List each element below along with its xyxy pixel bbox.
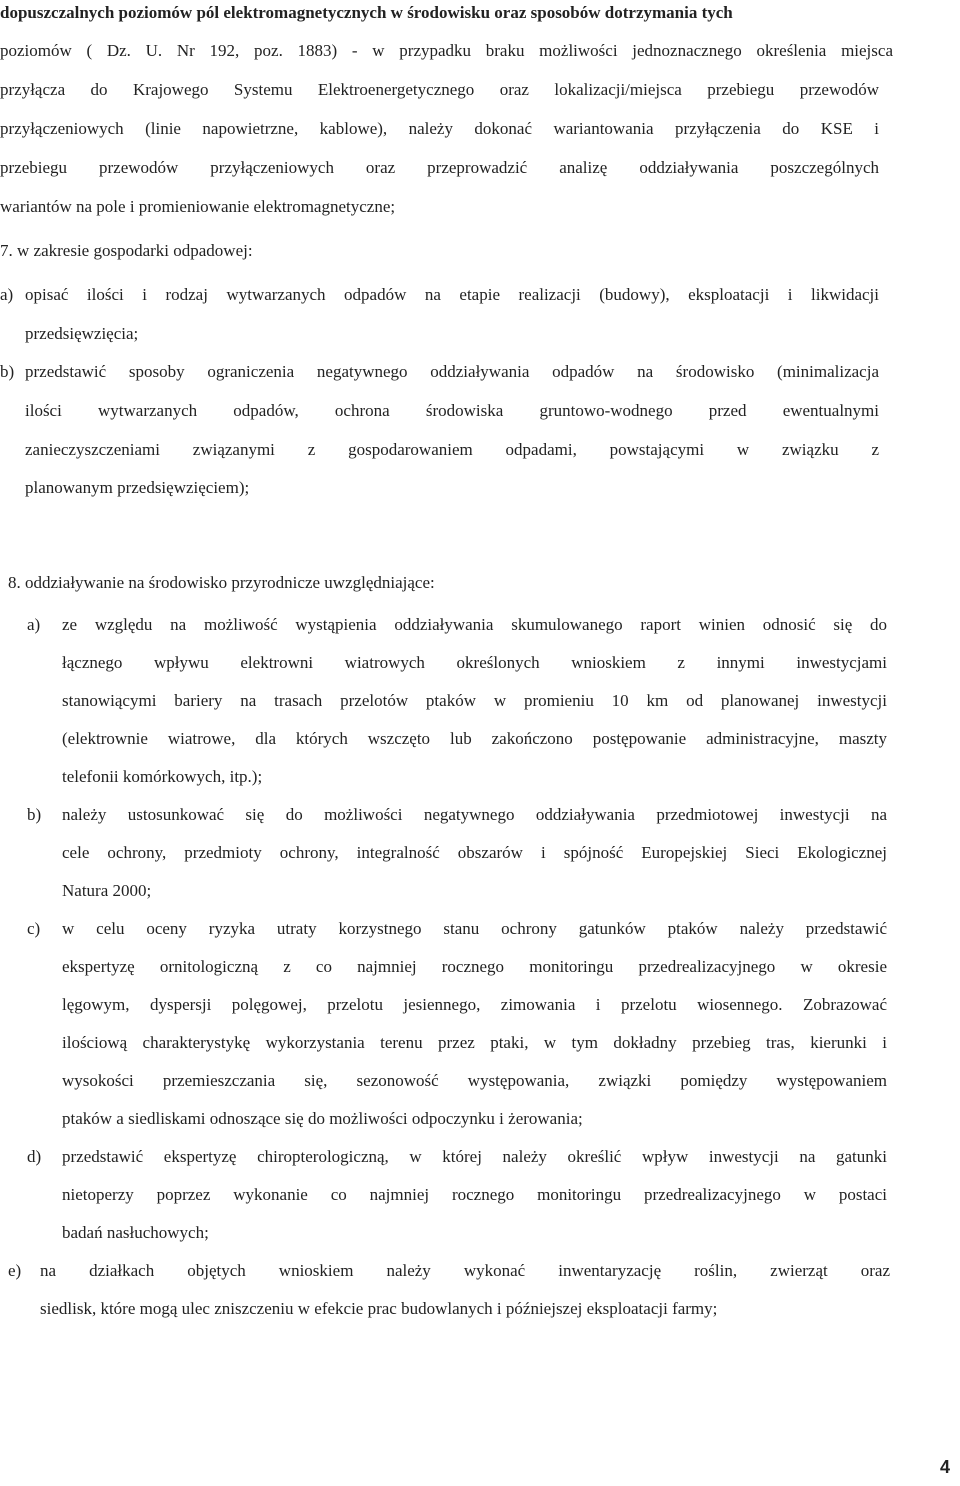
section-8-c-line-3: lęgowym, dyspersji polęgowej, przelotu jesiennego, zimowania i przelotu wiosennego. Zobrazować: [62, 995, 887, 1014]
section-8-d-line-3: badań nasłuchowych;: [62, 1223, 209, 1242]
section-7-a-line-2: przedsięwzięcia;: [25, 324, 139, 343]
section-8-b-line-1: należy ustosunkować się do możliwości negatywnego oddziaływania przedmiotowej inwestycji na: [62, 805, 887, 824]
section-8-c-label: c): [27, 919, 41, 938]
page-number: 4: [940, 1457, 951, 1477]
section-7-b-line-4: planowanym przedsięwzięciem);: [25, 478, 250, 497]
section-8-heading: 8. oddziaływanie na środowisko przyrodnicze uwzględniające:: [8, 573, 435, 592]
section-8-a-line-1: ze względu na możliwość wystąpienia oddziaływania skumulowanego raport winien odnosić się do: [62, 615, 887, 634]
section-8-d-line-1: przedstawić ekspertyzę chiropterologiczną, w której należy określić wpływ inwestycji na gatunki: [62, 1147, 887, 1166]
section-7-b-line-2: ilości wytwarzanych odpadów, ochrona środowiska gruntowo-wodnego przed ewentualnymi: [25, 401, 879, 420]
section-8-c-line-4: ilościową charakterystykę wykorzystania terenu przez ptaki, w tym dokładny przebieg tras, kierunki i: [62, 1033, 887, 1052]
section-8-b-label: b): [27, 805, 42, 824]
intro-line-1: dopuszczalnych poziomów pól elektromagnetycznych w środowisku oraz sposobów dotrzymania tych: [0, 3, 733, 22]
section-8-e-line-1: na działkach objętych wnioskiem należy wykonać inwentaryzację roślin, zwierząt oraz: [40, 1261, 890, 1280]
intro-line-6: wariantów na pole i promieniowanie elektromagnetyczne;: [0, 197, 396, 216]
section-8-a-label: a): [27, 615, 41, 634]
section-7-a-label: a): [0, 285, 14, 304]
section-7-a-line-1: opisać ilości i rodzaj wytwarzanych odpadów na etapie realizacji (budowy), eksploatacji i likwidacji: [25, 285, 879, 304]
section-8-a-line-5: telefonii komórkowych, itp.);: [62, 767, 263, 786]
section-7-heading: 7. w zakresie gospodarki odpadowej:: [0, 241, 253, 260]
section-7-b-label: b): [0, 362, 15, 381]
section-7-b-line-3: zanieczyszczeniami związanymi z gospodarowaniem odpadami, powstającymi w związku z: [25, 440, 879, 459]
intro-line-2: poziomów ( Dz. U. Nr 192, poz. 1883) - w przypadku braku możliwości jednoznacznego określenia miejsca: [0, 41, 893, 60]
section-8-b-line-3: Natura 2000;: [62, 881, 152, 900]
intro-line-4: przyłączeniowych (linie napowietrzne, kablowe), należy dokonać wariantowania przyłączenia do KSE i: [0, 119, 879, 138]
section-8-a-line-2: łącznego wpływu elektrowni wiatrowych określonych wnioskiem z innymi inwestycjami: [62, 653, 887, 672]
section-8-c-line-5: wysokości przemieszczania się, sezonowość występowania, związki pomiędzy występowaniem: [62, 1071, 887, 1090]
section-8-b-line-2: cele ochrony, przedmioty ochrony, integralność obszarów i spójność Europejskiej Sieci Ekologicznej: [62, 843, 887, 862]
intro-line-5: przebiegu przewodów przyłączeniowych oraz przeprowadzić analizę oddziaływania poszczególnych: [0, 158, 879, 177]
intro-line-3: przyłącza do Krajowego Systemu Elektroenergetycznego oraz lokalizacji/miejsca przebiegu przewodów: [0, 80, 879, 99]
section-8-e-line-2: siedlisk, które mogą ulec zniszczeniu w efekcie prac budowlanych i późniejszej eksploatacji farmy;: [40, 1299, 718, 1318]
section-8-c-line-6: ptaków a siedliskami odnoszące się do możliwości odpoczynku i żerowania;: [62, 1109, 583, 1128]
section-8-a-line-3: stanowiącymi bariery na trasach przelotów ptaków w promieniu 10 km od planowanej inwestycji: [62, 691, 887, 710]
section-8-c-line-1: w celu oceny ryzyka utraty korzystnego stanu ochrony gatunków ptaków należy przedstawić: [62, 919, 887, 938]
section-8-a-line-4: (elektrownie wiatrowe, dla których wszczęto lub zakończono postępowanie administracyjne, maszty: [62, 729, 887, 748]
section-8-c-line-2: ekspertyzę ornitologiczną z co najmniej rocznego monitoringu przedrealizacyjnego w okresie: [62, 957, 887, 976]
section-8-e-label: e): [8, 1261, 22, 1280]
section-8-d-label: d): [27, 1147, 42, 1166]
section-8-d-line-2: nietoperzy poprzez wykonanie co najmniej rocznego monitoringu przedrealizacyjnego w postaci: [62, 1185, 887, 1204]
section-7-b-line-1: przedstawić sposoby ograniczenia negatywnego oddziaływania odpadów na środowisko (minimalizacja: [25, 362, 879, 381]
